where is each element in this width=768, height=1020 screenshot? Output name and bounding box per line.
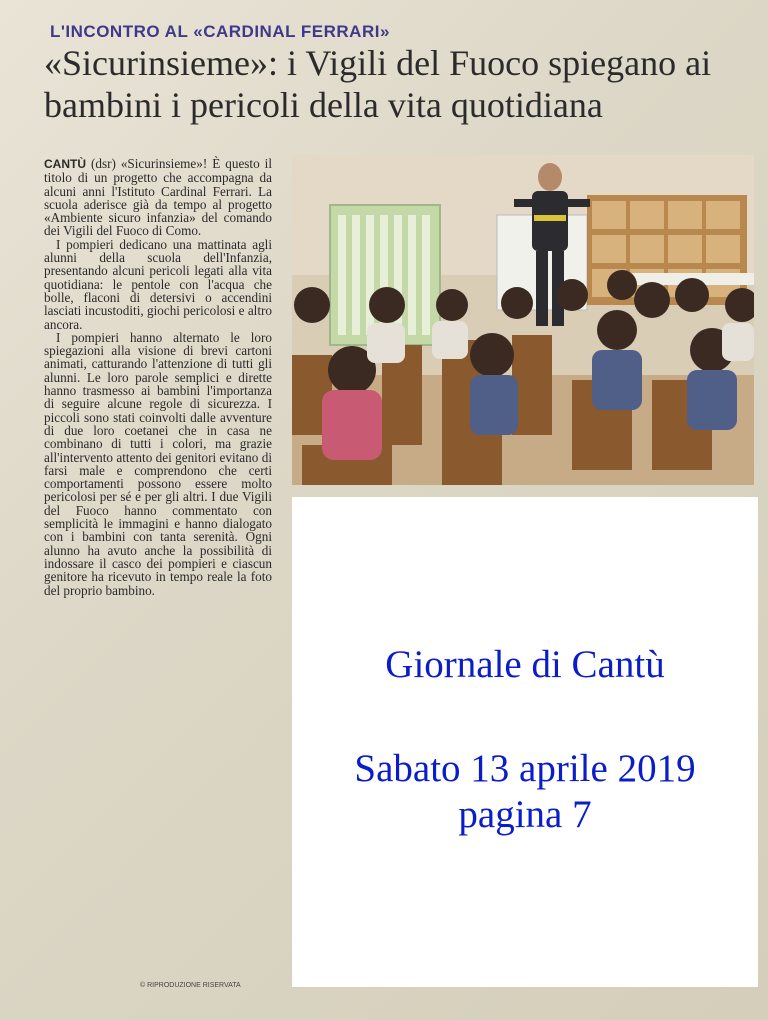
article-kicker: L'INCONTRO AL «CARDINAL FERRARI» xyxy=(50,22,390,41)
article-body xyxy=(44,157,272,597)
page-number: pagina 7 xyxy=(458,793,592,836)
caption-box xyxy=(292,497,758,987)
copyright-credit: © RIPRODUZIONE RISERVATA xyxy=(140,982,241,989)
classroom-photo xyxy=(292,155,754,485)
article-paragraph-3: I pompieri hanno alternato le loro spiegazioni alla visione di brevi cartoni animati, catturando l'attenzione di tutti gli alunni. Le loro parole semplici e dirette hanno trasmesso ai bambini l'importanza di seguire alcune regole di sicurezza. I piccoli sono stati coinvolti dalle avventure di due loro coetanei che in casa ne combinano di tutti i colori, ma grazie all'intervento attento dei genitori evitano di farsi male e comprendono che certi comportamenti possono essere molto pericolosi per sé e per gli altri. I due Vigili del Fuoco hanno commentato con semplicità le immagini e hanno dialogato con i bambini con tanta serenità. Ogni alunno ha avuto anche la possibilità di indossare il casco dei pompieri e ciascun genitore ha ricevuto in tempo reale la foto del proprio bambino. xyxy=(44,329,272,598)
newspaper-name: Giornale di Cantù xyxy=(385,643,665,686)
article-paragraph-1 xyxy=(44,157,272,238)
publication-date: Sabato 13 aprile 2019 xyxy=(354,747,696,790)
article-paragraph-2: I pompieri dedicano una mattinata agli alunni della scuola dell'Infanzia, presentando alcuni pericoli legati alla vita quotidiana: le pentole con l'acqua che bolle, flaconi di detersivi o accendini lasciati incustoditi, giochi pericolosi e altro ancora. xyxy=(44,236,272,332)
dateline: CANTÙ xyxy=(44,157,86,171)
article-headline: «Sicurinsieme»: i Vigili del Fuoco spiegano ai bambini i pericoli della vita quotidiana xyxy=(44,43,712,125)
paragraph-1-text: (dsr) «Sicurinsieme»! È questo il titolo di un progetto che accompagna da alcuni anni l'Istituto Cardinal Ferrari. La scuola aderisce già da tempo al progetto «Ambiente sicuro infanzia» del comando dei Vigili del Fuoco di Como. xyxy=(44,156,272,239)
article-photo xyxy=(292,155,754,485)
